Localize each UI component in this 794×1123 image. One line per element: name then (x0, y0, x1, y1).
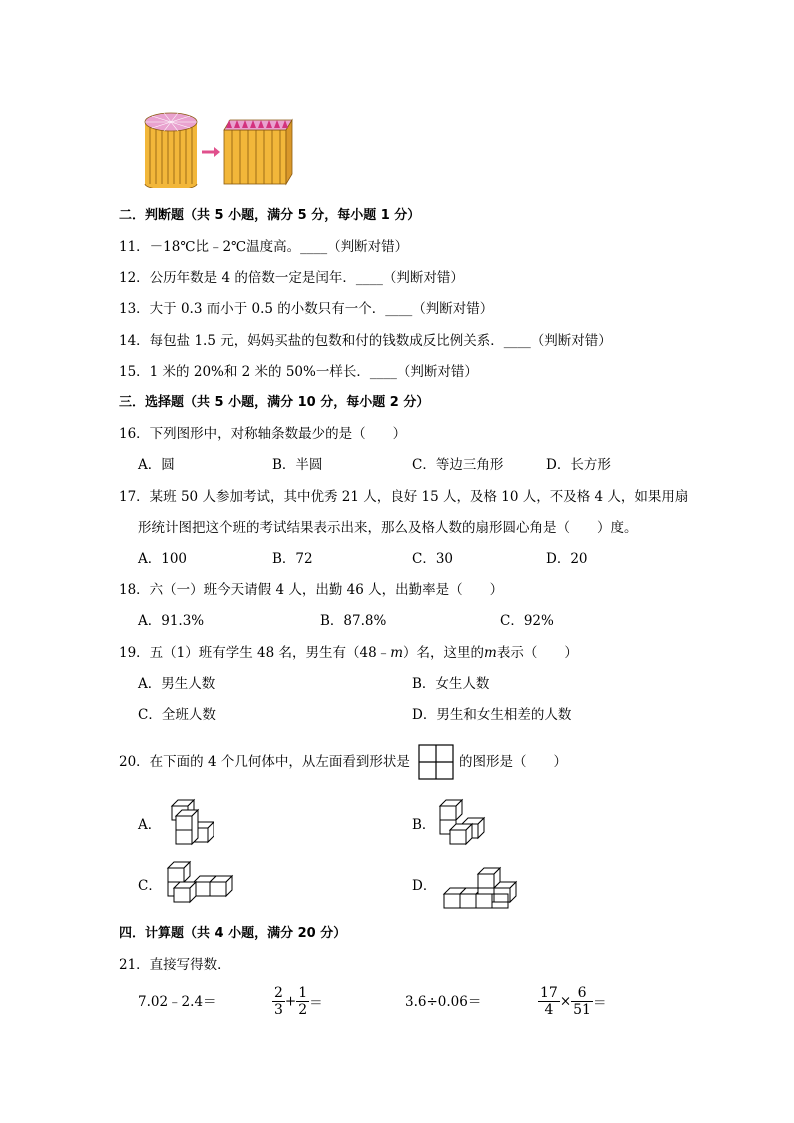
q19-stem-mid: ）名，这里的 (403, 645, 485, 661)
q17-option-b: B．72 (272, 551, 313, 567)
calc-item-4 (538, 985, 606, 1018)
calc-4-fraction-2 (571, 985, 593, 1018)
question-16-stem: 16．下列图形中，对称轴条数最少的是（ ） (119, 426, 407, 442)
left-view-square-figure (418, 744, 454, 780)
question-17-stem-2: 形统计图把这个班的考试结果表示出来，那么及格人数的扇形圆心角是（ ）度。 (138, 520, 638, 536)
question-13: 13．大于 0.3 而小于 0.5 的小数只有一个．____（判断对错） (119, 301, 494, 317)
section-3-title: 三．选择题（共 5 小题，满分 10 分，每小题 2 分） (119, 395, 430, 410)
calc-2-den-1: 3 (274, 1002, 283, 1018)
calc-4-operator: × (559, 993, 572, 1010)
q20-option-a: A． (138, 817, 162, 833)
calc-4-equals: ＝ (592, 995, 607, 1012)
calc-item-3: 3.6÷0.06＝ (405, 994, 482, 1010)
calc-2-den-2: 2 (298, 1002, 308, 1018)
calc-2-num-1: 2 (274, 985, 283, 1001)
q18-option-b: B．87.8% (320, 613, 387, 629)
question-20-stem-pre: 20．在下面的 4 个几何体中，从左面看到形状是 (119, 754, 410, 770)
q19-option-a: A．男生人数 (138, 676, 216, 692)
q19-stem-pre: 19．五（1）班有学生 48 名，男生有（48﹣ (119, 645, 391, 661)
question-12: 12．公历年数是 4 的倍数一定是闰年．____（判断对错） (119, 270, 464, 286)
calc-2-operator: + (284, 993, 297, 1010)
question-21: 21．直接写得数． (119, 957, 231, 973)
question-17-stem-1: 17．某班 50 人参加考试，其中优秀 21 人，良好 15 人，及格 10 人，不及格 4 人，如果用扇 (119, 489, 689, 505)
q16-option-b: B．半圆 (272, 457, 323, 473)
q17-option-c: C．30 (412, 551, 454, 567)
q16-option-a: A．圆 (138, 457, 175, 473)
question-15: 15．1 米的 20%和 2 米的 50%一样长．____（判断对错） (119, 364, 478, 380)
q20-figure-d (440, 862, 520, 912)
calc-4-fraction-1 (538, 985, 560, 1018)
q19-var-2: m (484, 645, 497, 661)
q20-figure-a (162, 798, 214, 852)
calc-4-num-2: 6 (571, 985, 593, 1002)
calc-4-num-1: 17 (540, 985, 558, 1001)
q17-option-d: D．20 (546, 551, 588, 567)
question-14: 14．每包盐 1.5 元，妈妈买盐的包数和付的钱数成反比例关系．____（判断对错） (119, 333, 612, 349)
calc-4-den-1: 4 (544, 1002, 554, 1018)
q19-option-b: B．女生人数 (412, 676, 490, 692)
q16-option-d: D．长方形 (546, 457, 611, 473)
question-19-stem (119, 644, 578, 662)
section-2-title: 二．判断题（共 5 小题，满分 5 分，每小题 1 分） (119, 208, 421, 223)
q16-option-c: C．等边三角形 (412, 457, 504, 473)
q19-option-d: D．男生和女生相差的人数 (412, 707, 572, 723)
calc-item-1: 7.02﹣2.4＝ (138, 994, 217, 1010)
q19-var-1: m (390, 645, 404, 661)
question-18-stem: 18．六（一）班今天请假 4 人，出勤 46 人，出勤率是（ ） (119, 582, 504, 598)
q19-stem-post: 表示（ ） (496, 645, 578, 661)
section-4-title: 四．计算题（共 4 小题，满分 20 分） (119, 926, 347, 941)
question-11: 11．－18℃比﹣2℃温度高。____（判断对错） (119, 239, 409, 255)
q17-option-a: A．100 (138, 551, 188, 567)
q19-option-c: C．全班人数 (138, 707, 216, 723)
calc-2-equals: ＝ (309, 995, 323, 1012)
calc-2-num-2: 1 (298, 985, 308, 1001)
calc-2-fraction-1 (272, 985, 285, 1018)
calc-4-den-2: 51 (573, 1002, 591, 1018)
q18-option-c: C．92% (500, 613, 554, 629)
calc-2-fraction-2 (296, 985, 309, 1018)
question-20-stem-post: 的图形是（ ） (459, 754, 567, 770)
q18-option-a: A．91.3% (138, 613, 205, 629)
q20-figure-c (162, 856, 234, 916)
calc-item-2 (272, 985, 323, 1018)
q20-option-b: B． (412, 817, 436, 833)
q20-figure-b (436, 796, 490, 852)
cylinder-transform-figure (140, 108, 300, 188)
q20-option-c: C． (138, 878, 162, 894)
q20-option-d: D． (412, 878, 437, 894)
